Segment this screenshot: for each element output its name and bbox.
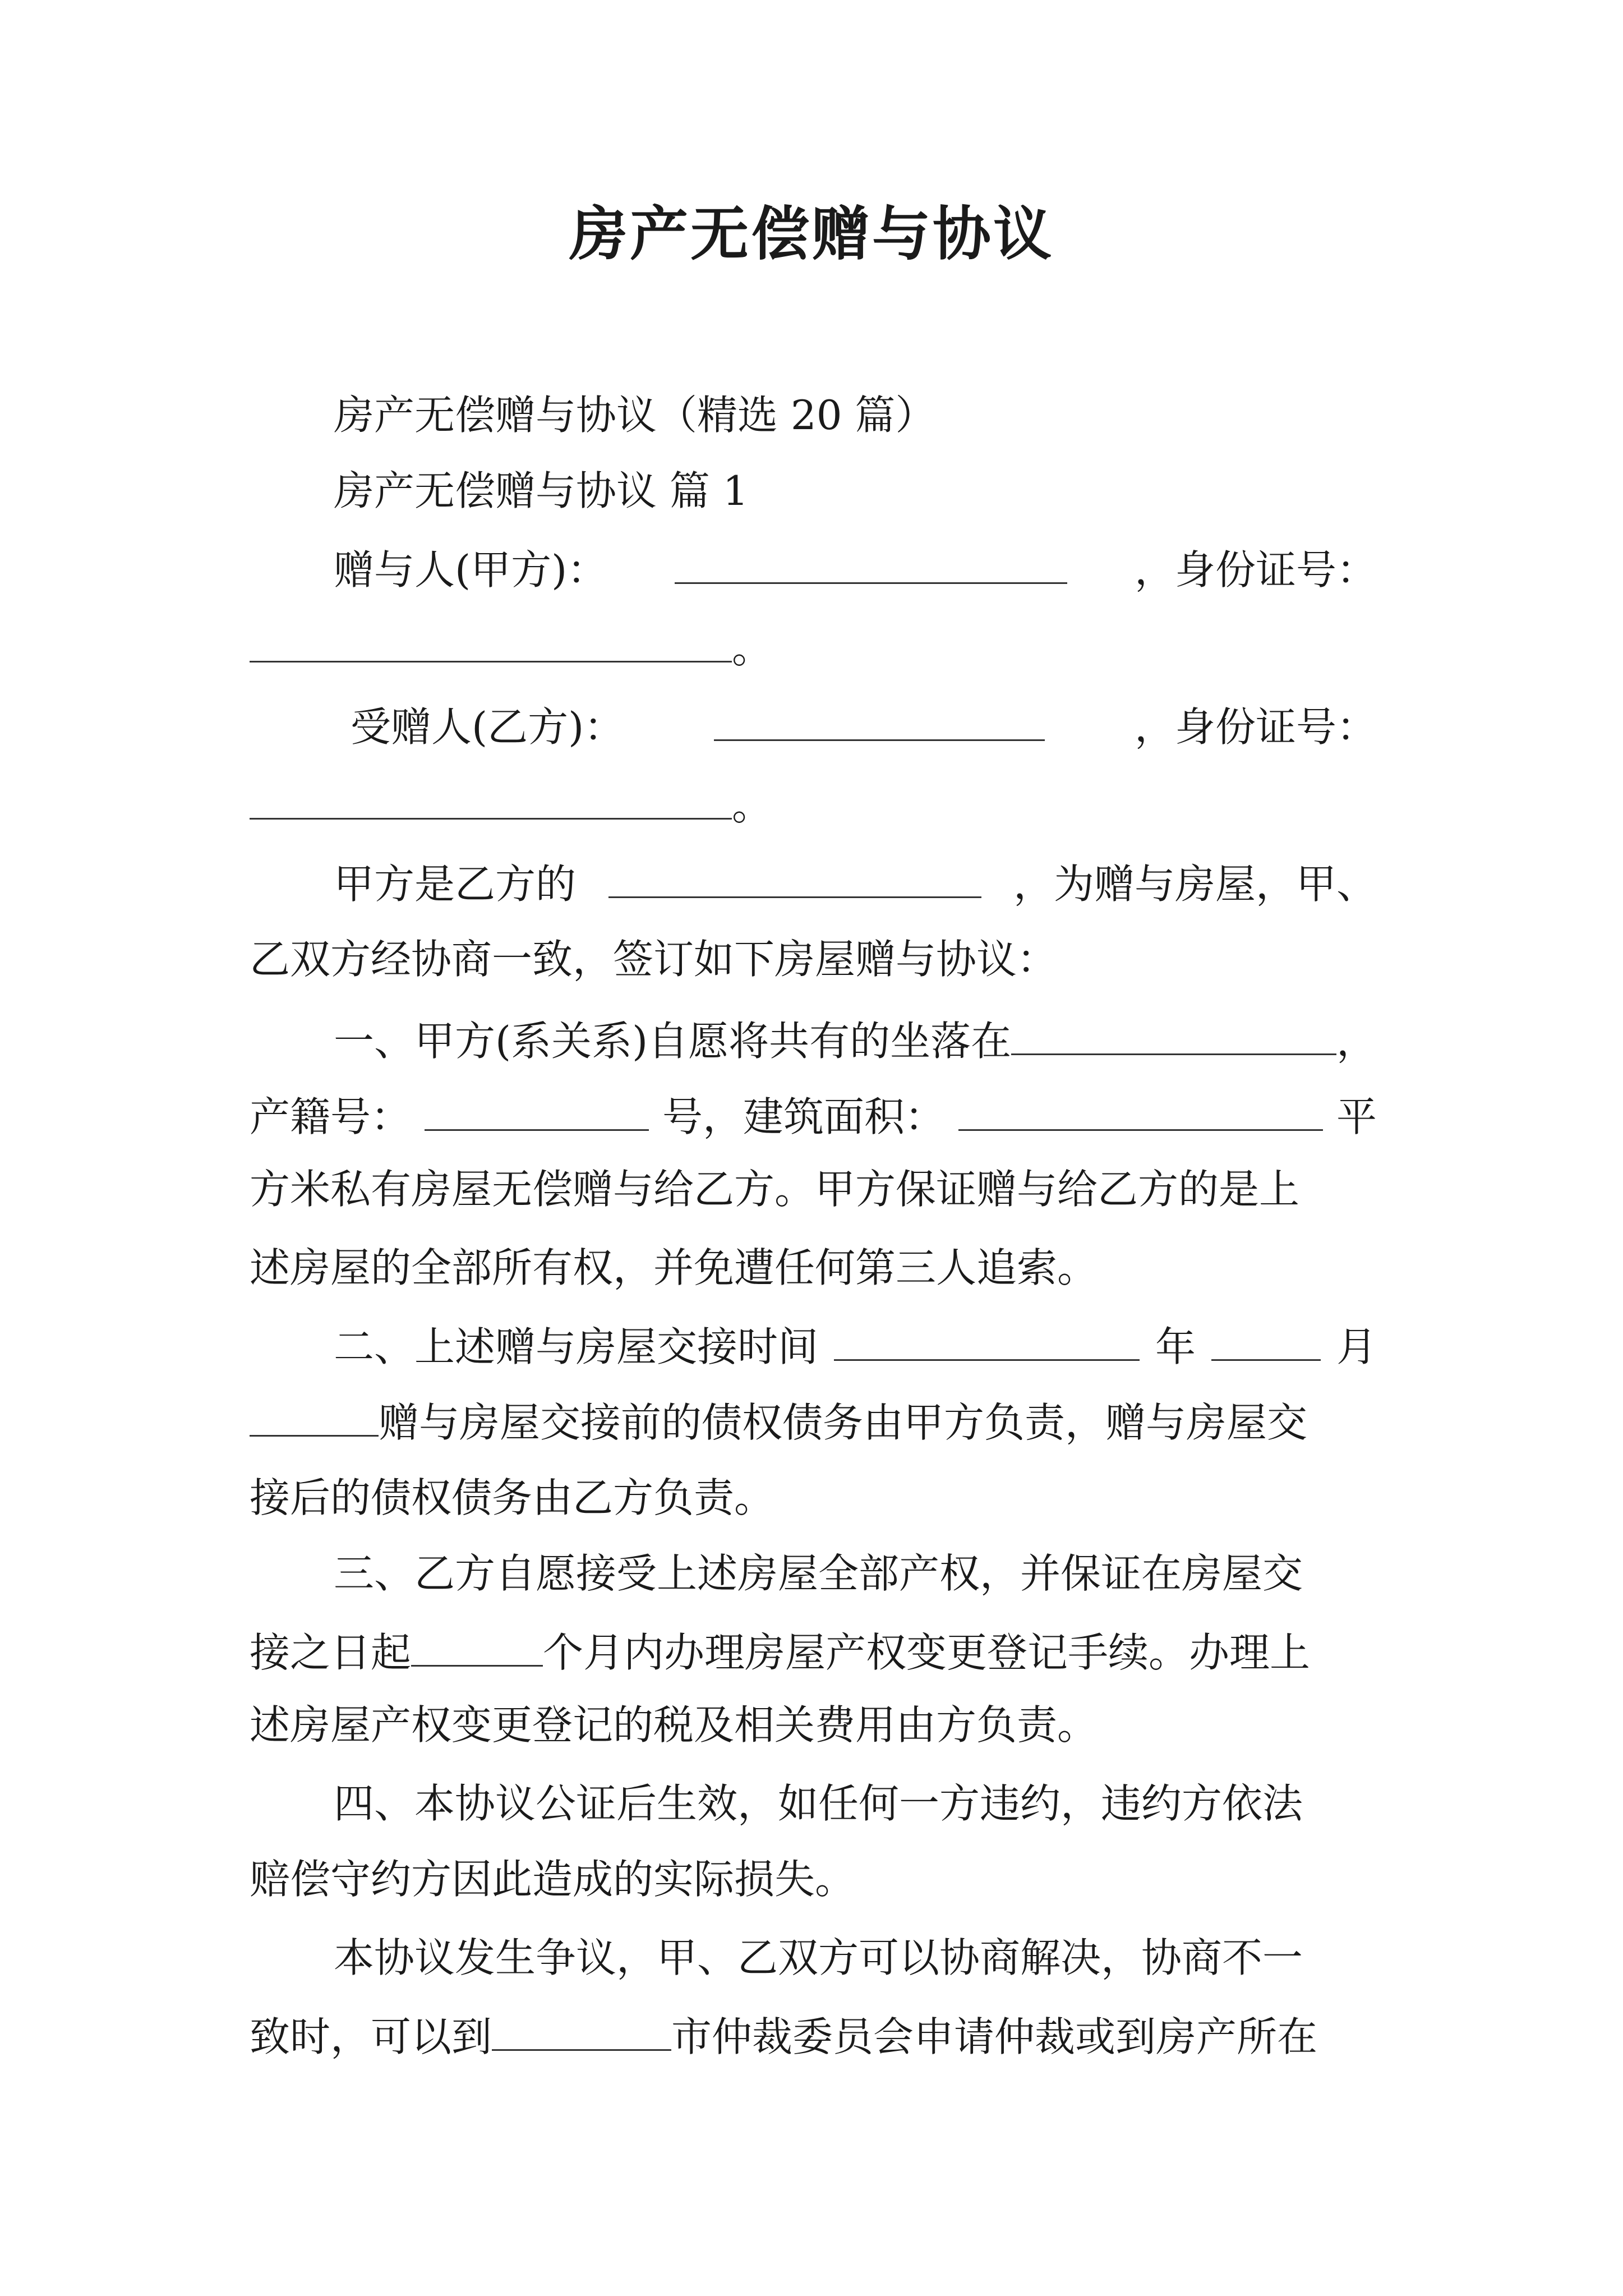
donor-id-label: ，身份证号： bbox=[1134, 546, 1377, 593]
donee-label: 受赠人(乙方)： bbox=[351, 703, 625, 751]
donee-id-line: 。 bbox=[250, 774, 1377, 834]
handover-time-blank bbox=[834, 1315, 1140, 1361]
donor-id-line: 。 bbox=[250, 617, 1377, 677]
section-heading: 房产无偿赠与协议 篇 1 bbox=[334, 467, 749, 514]
para6-line1: 本协议发生争议，甲、乙双方可以协商解决，协商不一 bbox=[334, 1934, 1303, 1981]
day-blank bbox=[250, 1391, 379, 1437]
para3-line2: 赠与房屋交接前的债权债务由甲方负责，赠与房屋交 bbox=[250, 1391, 1377, 1451]
location-blank bbox=[1011, 1010, 1336, 1055]
area-blank bbox=[958, 1085, 1323, 1131]
para2-line4: 述房屋的全部所有权，并免遭任何第三人追索。 bbox=[250, 1244, 1098, 1291]
month-blank bbox=[1211, 1315, 1321, 1361]
city-blank bbox=[492, 2005, 671, 2051]
para1-line2: 乙双方经协商一致，签订如下房屋赠与协议： bbox=[250, 936, 1058, 983]
donor-id-blank bbox=[250, 617, 732, 662]
donor-line bbox=[334, 539, 1377, 598]
para3-line3: 接后的债权债务由乙方负责。 bbox=[250, 1474, 775, 1521]
donee-id-label: ，身份证号： bbox=[1134, 703, 1377, 751]
subtitle: 房产无偿赠与协议（精选 20 篇） bbox=[334, 392, 936, 439]
donee-line bbox=[351, 696, 1377, 755]
para2-line3: 方米私有房屋无偿赠与给乙方。甲方保证赠与给乙方的是上 bbox=[250, 1166, 1300, 1213]
para1-line1: 甲方是乙方的 ，为赠与房屋，甲、 bbox=[334, 853, 1377, 912]
para4-line3: 述房屋产权变更登记的税及相关费用由方负责。 bbox=[250, 1701, 1098, 1749]
para4-line2: 接之日起 个月内办理房屋产权变更登记手续。办理上 bbox=[250, 1621, 1377, 1681]
relation-blank bbox=[608, 853, 981, 898]
donee-name-blank bbox=[714, 696, 1045, 741]
para3-line1: 二、上述赠与房屋交接时间 年 月 bbox=[334, 1315, 1377, 1375]
para5-line1: 四、本协议公证后生效，如任何一方违约，违约方依法 bbox=[334, 1780, 1303, 1827]
donor-name-blank bbox=[675, 539, 1067, 584]
para2-line2: 产籍号： 号，建筑面积： 平 bbox=[250, 1085, 1377, 1145]
document-title: 房产无偿赠与协议 bbox=[569, 199, 1054, 268]
months-blank bbox=[411, 1621, 543, 1667]
donee-id-blank bbox=[250, 774, 732, 820]
registry-number-blank bbox=[425, 1085, 649, 1131]
para2-line1: 一、甲方(系关系)自愿将共有的坐落在 ， bbox=[334, 1010, 1377, 1069]
para4-line1: 三、乙方自愿接受上述房屋全部产权，并保证在房屋交 bbox=[334, 1550, 1303, 1597]
donor-label: 赠与人(甲方)： bbox=[334, 546, 608, 593]
para6-line2: 致时，可以到 市仲裁委员会申请仲裁或到房产所在 bbox=[250, 2005, 1377, 2065]
para5-line2: 赔偿守约方因此造成的实际损失。 bbox=[250, 1856, 856, 1903]
